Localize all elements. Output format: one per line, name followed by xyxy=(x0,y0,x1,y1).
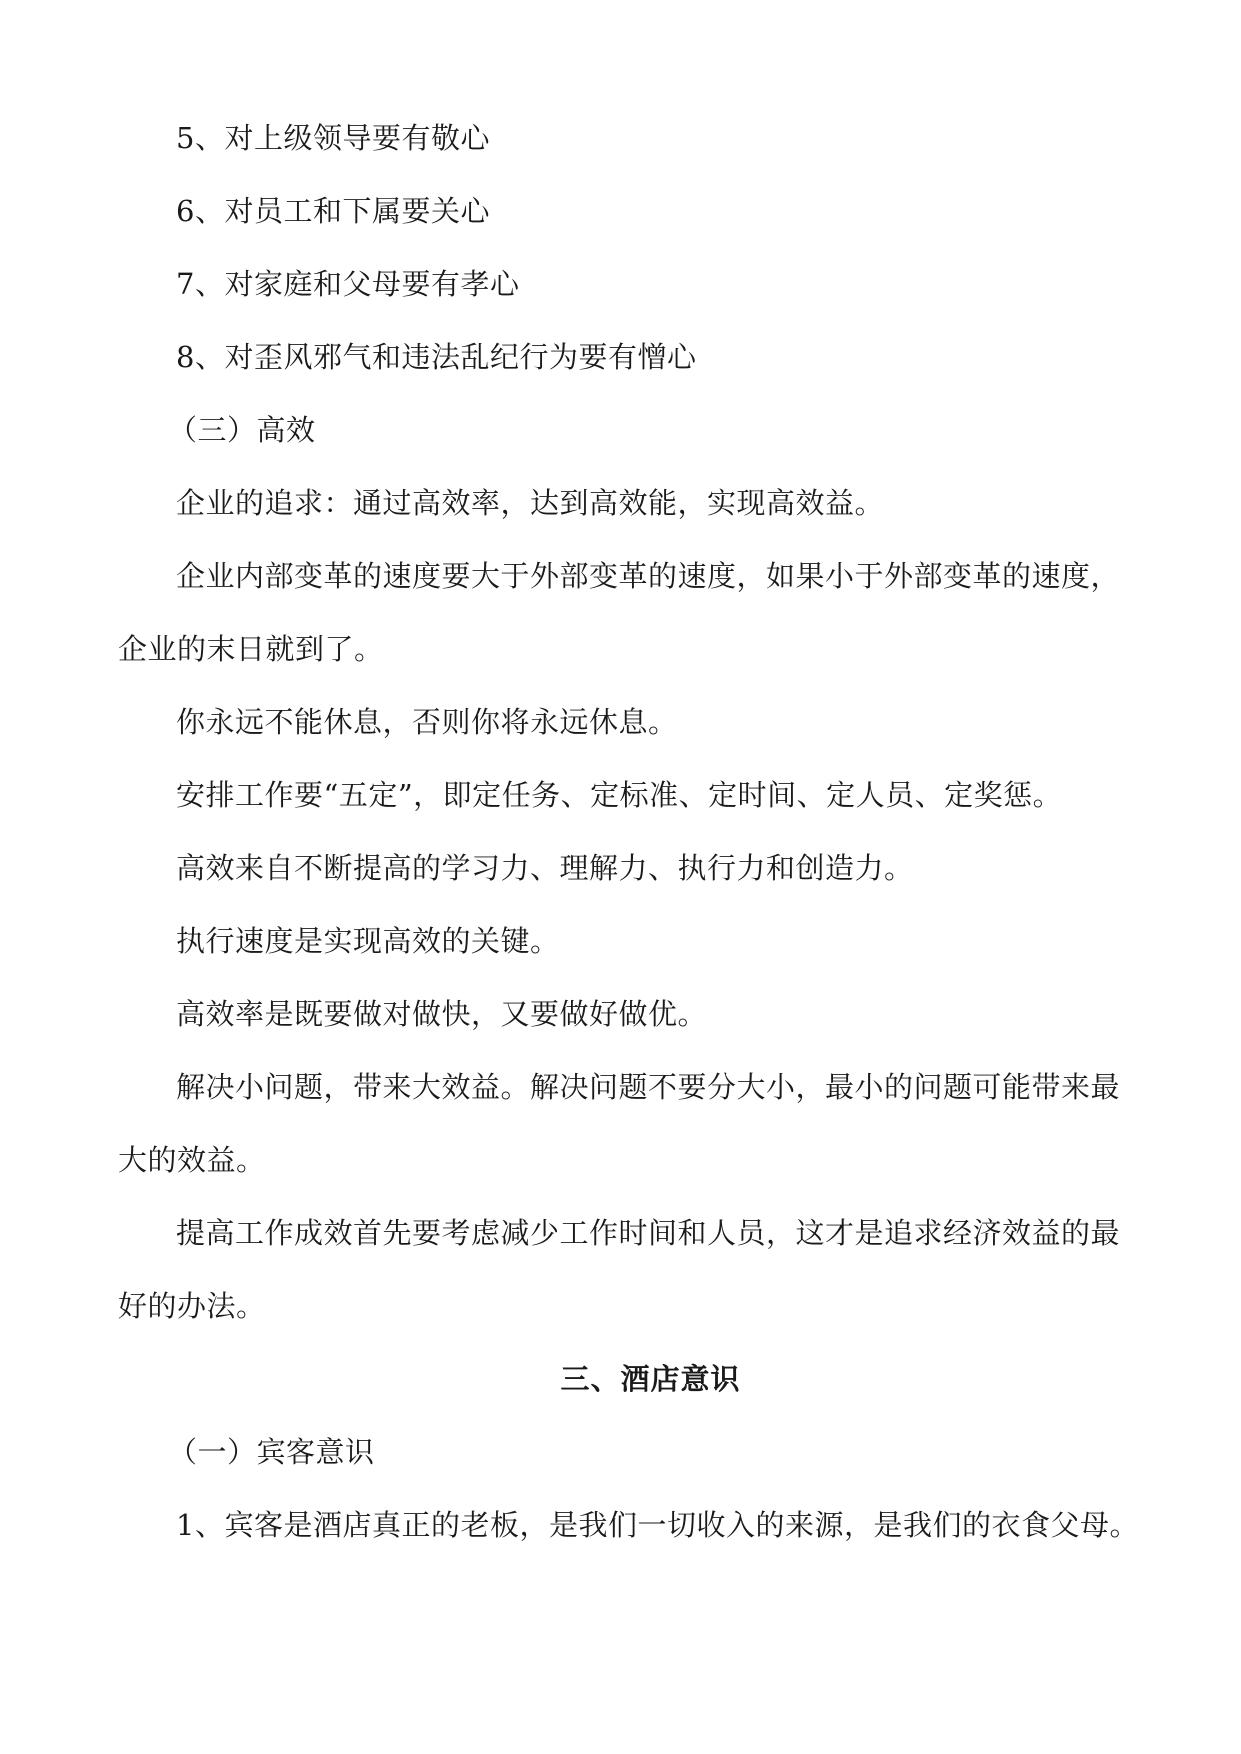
section-subheading-efficiency: （三）高效 xyxy=(168,413,316,447)
section-heading-hotel-awareness: 三、酒店意识 xyxy=(560,1362,741,1396)
paragraph-line: 企业的末日就到了。 xyxy=(118,632,384,666)
list-item-7: 7、对家庭和父母要有孝心 xyxy=(176,267,520,301)
paragraph-line: 高效率是既要做对做快，又要做好做优。 xyxy=(176,997,708,1031)
paragraph-line: 好的办法。 xyxy=(118,1289,266,1323)
list-item-5: 5、对上级领导要有敬心 xyxy=(176,121,490,155)
paragraph-line: 大的效益。 xyxy=(118,1143,266,1177)
paragraph-line: 企业的追求：通过高效率，达到高效能，实现高效益。 xyxy=(176,486,885,520)
paragraph-line: 企业内部变革的速度要大于外部变革的速度，如果小于外部变革的速度， xyxy=(176,559,1121,593)
list-item-6: 6、对员工和下属要关心 xyxy=(176,194,490,228)
paragraph-line: 高效来自不断提高的学习力、理解力、执行力和创造力。 xyxy=(176,851,914,885)
paragraph-line: 安排工作要“五定”，即定任务、定标准、定时间、定人员、定奖惩。 xyxy=(176,778,1063,812)
section-subheading-guest-awareness: （一）宾客意识 xyxy=(168,1435,375,1469)
list-item-1: 1、宾客是酒店真正的老板，是我们一切收入的来源，是我们的衣食父母。 xyxy=(176,1508,1139,1542)
paragraph-line: 你永远不能休息，否则你将永远休息。 xyxy=(176,705,678,739)
list-item-8: 8、对歪风邪气和违法乱纪行为要有憎心 xyxy=(176,340,697,374)
paragraph-line: 执行速度是实现高效的关键。 xyxy=(176,924,560,958)
paragraph-line: 解决小问题，带来大效益。解决问题不要分大小，最小的问题可能带来最 xyxy=(176,1070,1121,1104)
paragraph-line: 提高工作成效首先要考虑减少工作时间和人员，这才是追求经济效益的最 xyxy=(176,1216,1121,1250)
